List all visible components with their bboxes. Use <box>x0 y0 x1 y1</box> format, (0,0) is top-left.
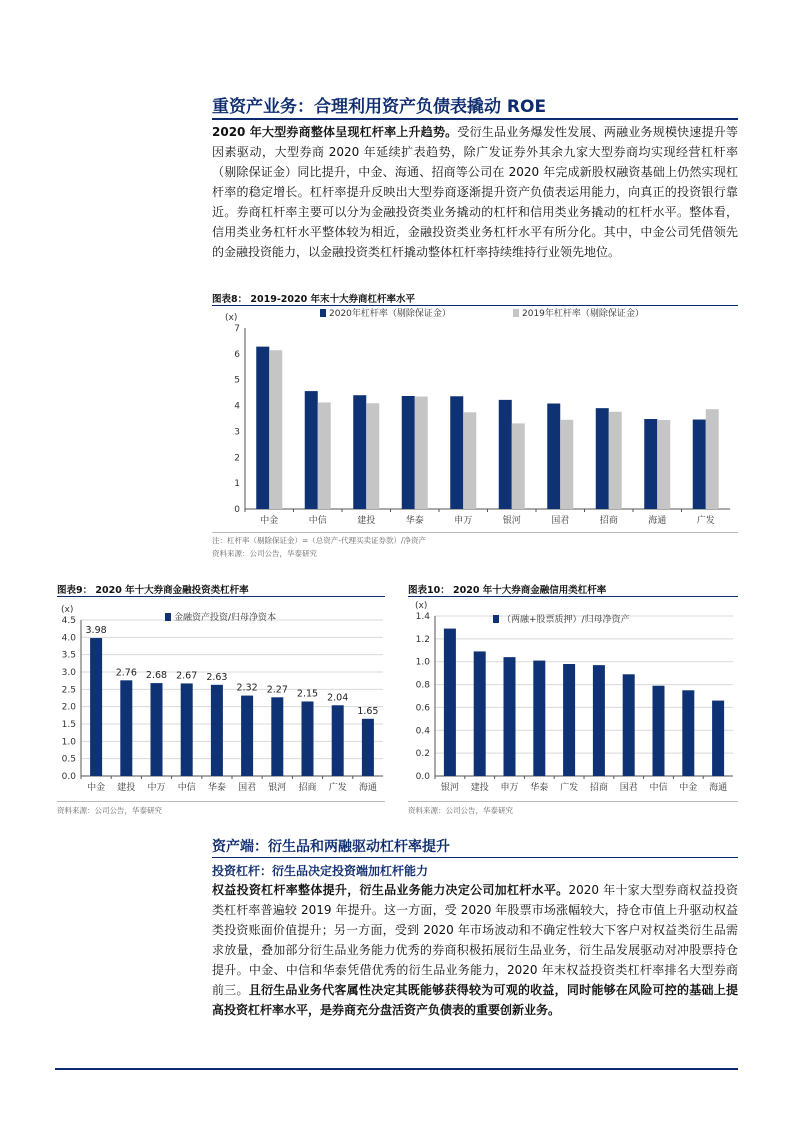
fig8-bottom-rule <box>212 532 738 533</box>
fig8-ytick-label: 1 <box>234 479 240 490</box>
fig8-ytick-label: 0 <box>234 505 240 515</box>
fig10-ylabel: (x) <box>415 601 428 611</box>
fig9-value-label: 2.04 <box>327 692 349 704</box>
fig8-bar <box>415 397 428 509</box>
fig8-bar <box>596 408 609 509</box>
fig9-value-label: 2.32 <box>236 682 258 694</box>
fig9-ytick-label: 4.0 <box>61 633 76 644</box>
fig9-ytick-label: 2.0 <box>61 702 76 713</box>
intro-body: 受衍生品业务爆发性发展、两融业务规模快速提升等因素驱动，大型券商 2020 年延续扩表趋势，除广发证券外其余九家大型券商均实现经营杠杆率（剔除保证金）同比提升，中金、海通、招商等公司在 2020 年完成新股权融资基础上仍然实现杠杆率的稳定增长。杠杆率提升反映出大型券商逐渐提升资产负债表运用能力，向真正的投资银行靠近。券商杠杆率主要可以分为金融投资类业务撬动的杠杆和信用类业务撬动的杠杆水平。整体看，信用类业务杠杆水平整体较为相近，金融投资类业务杠杆水平有所分化。其中，中金公司凭借领先的金融投资能力，以金融投资类杠杆撬动整体杠杆率持续维持行业领先地位。 <box>212 125 739 259</box>
fig10-legend-swatch <box>493 615 499 623</box>
fig10-category-label: 建投 <box>470 783 489 793</box>
fig9-value-label: 2.68 <box>145 670 168 682</box>
fig10-category-label: 国君 <box>619 783 638 793</box>
fig9-source: 资料来源：公司公告，华泰研究 <box>57 806 162 815</box>
fig9-bottom-rule <box>57 801 385 802</box>
fig8-bar <box>256 347 269 509</box>
fig9-category-label: 广发 <box>328 783 347 793</box>
fig8-category-label: 华泰 <box>405 516 424 526</box>
fig8-ytick-label: 3 <box>234 427 240 438</box>
fig9-bar <box>90 638 102 776</box>
fig8-caption: 图表8： 2019-2020 年末十大券商杠杆率水平 <box>212 294 416 305</box>
footer-rule <box>55 1068 738 1070</box>
fig8-bar <box>269 350 282 509</box>
fig9-category-label: 海通 <box>358 783 377 793</box>
fig10-bar <box>533 661 545 776</box>
fig8-bar <box>547 404 560 509</box>
fig8-category-label: 招商 <box>599 516 618 526</box>
fig10-bar <box>682 690 694 776</box>
fig8-chart <box>205 303 740 533</box>
fig8-legend-swatch <box>513 309 519 317</box>
fig9-value-label: 2.15 <box>296 688 319 700</box>
fig10-chart <box>405 596 740 801</box>
fig10-bottom-rule <box>408 801 738 802</box>
subsection-rule <box>212 857 738 858</box>
fig10-category-label: 申万 <box>500 783 519 793</box>
fig8-bar <box>499 400 512 509</box>
fig9-ytick-label: 3.5 <box>61 650 76 661</box>
subsection-title: 资产端：衍生品和两融驱动杠杆率提升 <box>212 839 450 855</box>
fig9-ytick-label: 2.5 <box>61 685 76 696</box>
fig10-bar <box>712 701 724 776</box>
fig8-bar <box>305 391 318 509</box>
fig10-category-label: 银河 <box>440 783 459 793</box>
fig9-value-label: 1.65 <box>357 705 379 717</box>
fig9-ytick-label: 3.0 <box>61 668 76 678</box>
fig8-category-label: 中信 <box>308 516 327 526</box>
fig9-category-label: 国君 <box>238 783 257 793</box>
fig8-ytick-label: 2 <box>234 453 240 464</box>
fig8-legend-swatch <box>320 309 326 317</box>
fig10-ytick-label: 1.4 <box>415 612 430 622</box>
fig10-bar <box>593 665 605 776</box>
fig9-bar <box>151 683 163 776</box>
fig9-ytick-label: 0.5 <box>61 754 76 765</box>
para2-lead: 权益投资杠杆率整体提升，衍生品业务能力决定公司加杠杆水平。 <box>212 883 569 897</box>
fig8-category-label: 国君 <box>551 516 570 526</box>
section-title: 重资产业务：合理利用资产负债表撬动 ROE <box>212 97 547 117</box>
fig9-ylabel: (x) <box>61 605 74 615</box>
fig9-bar <box>362 719 374 776</box>
fig10-category-label: 中金 <box>679 783 698 793</box>
fig9-category-label: 中金 <box>87 783 106 793</box>
fig9-category-label: 华泰 <box>207 783 226 793</box>
fig9-value-label: 2.67 <box>176 670 198 682</box>
fig8-bar <box>512 423 525 509</box>
fig8-category-label: 银河 <box>502 516 521 526</box>
fig8-bar <box>353 395 366 509</box>
fig9-bar <box>211 685 223 776</box>
fig10-category-label: 广发 <box>560 783 579 793</box>
fig9-chart <box>55 596 390 801</box>
fig8-bar <box>463 412 476 509</box>
fig8-ytick-label: 5 <box>234 375 240 386</box>
fig10-category-label: 中信 <box>649 783 668 793</box>
fig9-ytick-label: 1.5 <box>61 720 76 730</box>
fig8-ylabel: (x) <box>225 313 238 323</box>
fig10-ytick-label: 0.8 <box>415 680 430 691</box>
fig10-bar <box>504 657 516 776</box>
fig8-source: 资料来源：公司公告，华泰研究 <box>212 549 317 558</box>
fig9-bar <box>271 697 283 776</box>
intro-paragraph <box>212 122 738 262</box>
fig8-bar <box>450 396 463 509</box>
fig10-source: 资料来源：公司公告，华泰研究 <box>408 806 513 815</box>
fig8-bar <box>693 420 706 509</box>
fig8-bar <box>560 420 573 509</box>
fig8-category-label: 中金 <box>260 516 279 526</box>
fig8-bar <box>657 420 670 509</box>
fig9-value-label: 2.76 <box>115 667 137 679</box>
fig10-ytick-label: 1.0 <box>415 657 430 668</box>
fig9-value-label: 3.98 <box>85 625 107 637</box>
fig9-category-label: 建投 <box>117 783 136 793</box>
fig9-value-label: 2.63 <box>206 671 228 683</box>
title-rule <box>212 118 738 120</box>
fig9-category-label: 中万 <box>147 783 166 793</box>
fig8-bar <box>318 402 331 509</box>
fig9-ytick-label: 4.5 <box>61 616 76 626</box>
fig9-category-label: 中信 <box>177 783 196 793</box>
fig8-bar <box>609 412 622 509</box>
fig8-bar <box>644 419 657 509</box>
fig9-category-label: 银河 <box>268 783 287 793</box>
fig9-legend-label: 金融资产投资/归母净资本 <box>174 613 277 623</box>
fig8-legend-label: 2020年杠杆率（剔除保证金） <box>329 309 451 319</box>
fig9-caption: 图表9： 2020 年十大券商金融投资类杠杆率 <box>57 585 249 596</box>
fig9-ytick-label: 1.0 <box>61 737 76 748</box>
subsubsection-title: 投资杠杆：衍生品决定投资端加杠杆能力 <box>212 864 429 878</box>
fig9-bar <box>181 683 193 776</box>
fig8-note: 注：杠杆率（剔除保证金）=（总资产-代理买卖证券款）/净资产 <box>212 536 427 545</box>
fig8-bar <box>706 409 719 509</box>
fig10-category-label: 华泰 <box>530 783 549 793</box>
para2-tail: 且衍生品业务代客属性决定其既能够获得较为可观的收益，同时能够在风险可控的基础上提高投资杠杆率水平，是券商充分盘活资产负债表的重要创新业务。 <box>212 983 738 1017</box>
fig10-legend-label: （两融+股票质押）/归母净资产 <box>502 615 630 625</box>
fig10-bar <box>563 664 575 776</box>
fig10-ytick-label: 0.0 <box>415 772 430 782</box>
fig9-ytick-label: 0.0 <box>61 772 76 782</box>
fig10-bar <box>444 629 456 776</box>
fig10-category-label: 海通 <box>709 783 728 793</box>
fig8-ytick-label: 7 <box>234 324 240 334</box>
fig8-category-label: 申万 <box>454 516 473 526</box>
fig8-bar <box>402 396 415 509</box>
fig9-legend-swatch <box>165 613 171 621</box>
fig9-bar <box>241 696 253 776</box>
fig8-ytick-label: 6 <box>234 349 240 360</box>
fig9-bar <box>302 701 314 776</box>
intro-lead: 2020 年大型券商整体呈现杠杆率上升趋势。 <box>212 125 458 139</box>
fig9-value-label: 2.27 <box>266 684 288 696</box>
fig8-legend-label: 2019年杠杆率（剔除保证金） <box>522 309 644 319</box>
fig9-bar <box>332 705 344 776</box>
fig8-category-label: 建投 <box>357 516 376 526</box>
fig8-bar <box>366 403 379 509</box>
fig10-bar <box>474 651 486 776</box>
fig8-category-label: 广发 <box>696 516 715 526</box>
fig10-ytick-label: 1.2 <box>415 634 430 645</box>
fig10-bar <box>653 686 665 776</box>
fig10-ytick-label: 0.2 <box>415 749 430 760</box>
fig10-caption: 图表10： 2020 年十大券商金融信用类杠杆率 <box>408 585 607 596</box>
fig8-category-label: 海通 <box>648 516 667 526</box>
fig10-category-label: 招商 <box>589 783 608 793</box>
fig8-ytick-label: 4 <box>234 401 240 412</box>
fig9-category-label: 招商 <box>298 783 317 793</box>
fig9-bar <box>120 680 132 776</box>
fig10-ytick-label: 0.4 <box>415 726 430 737</box>
fig10-ytick-label: 0.6 <box>415 703 430 714</box>
fig10-bar <box>623 674 635 776</box>
body-paragraph-2 <box>212 880 738 1020</box>
para2-body: 2020 年十家大型券商权益投资类杠杆率普遍较 2019 年提升。这一方面，受 2020 年股票市场涨幅较大，持仓市值上升驱动权益类投资账面价值提升；另一方面，受到 2020 年市场波动和不确定性较大下客户对权益类衍生品需求放量，叠加部分衍生品业务能力优秀的券商积极拓展衍生品业务，衍生品发展驱动对冲股票持仓提升。中金、中信和华泰凭借优秀的衍生品业务能力，2020 年末权益投资类杠杆率排名大型券商前三。 <box>212 883 738 997</box>
